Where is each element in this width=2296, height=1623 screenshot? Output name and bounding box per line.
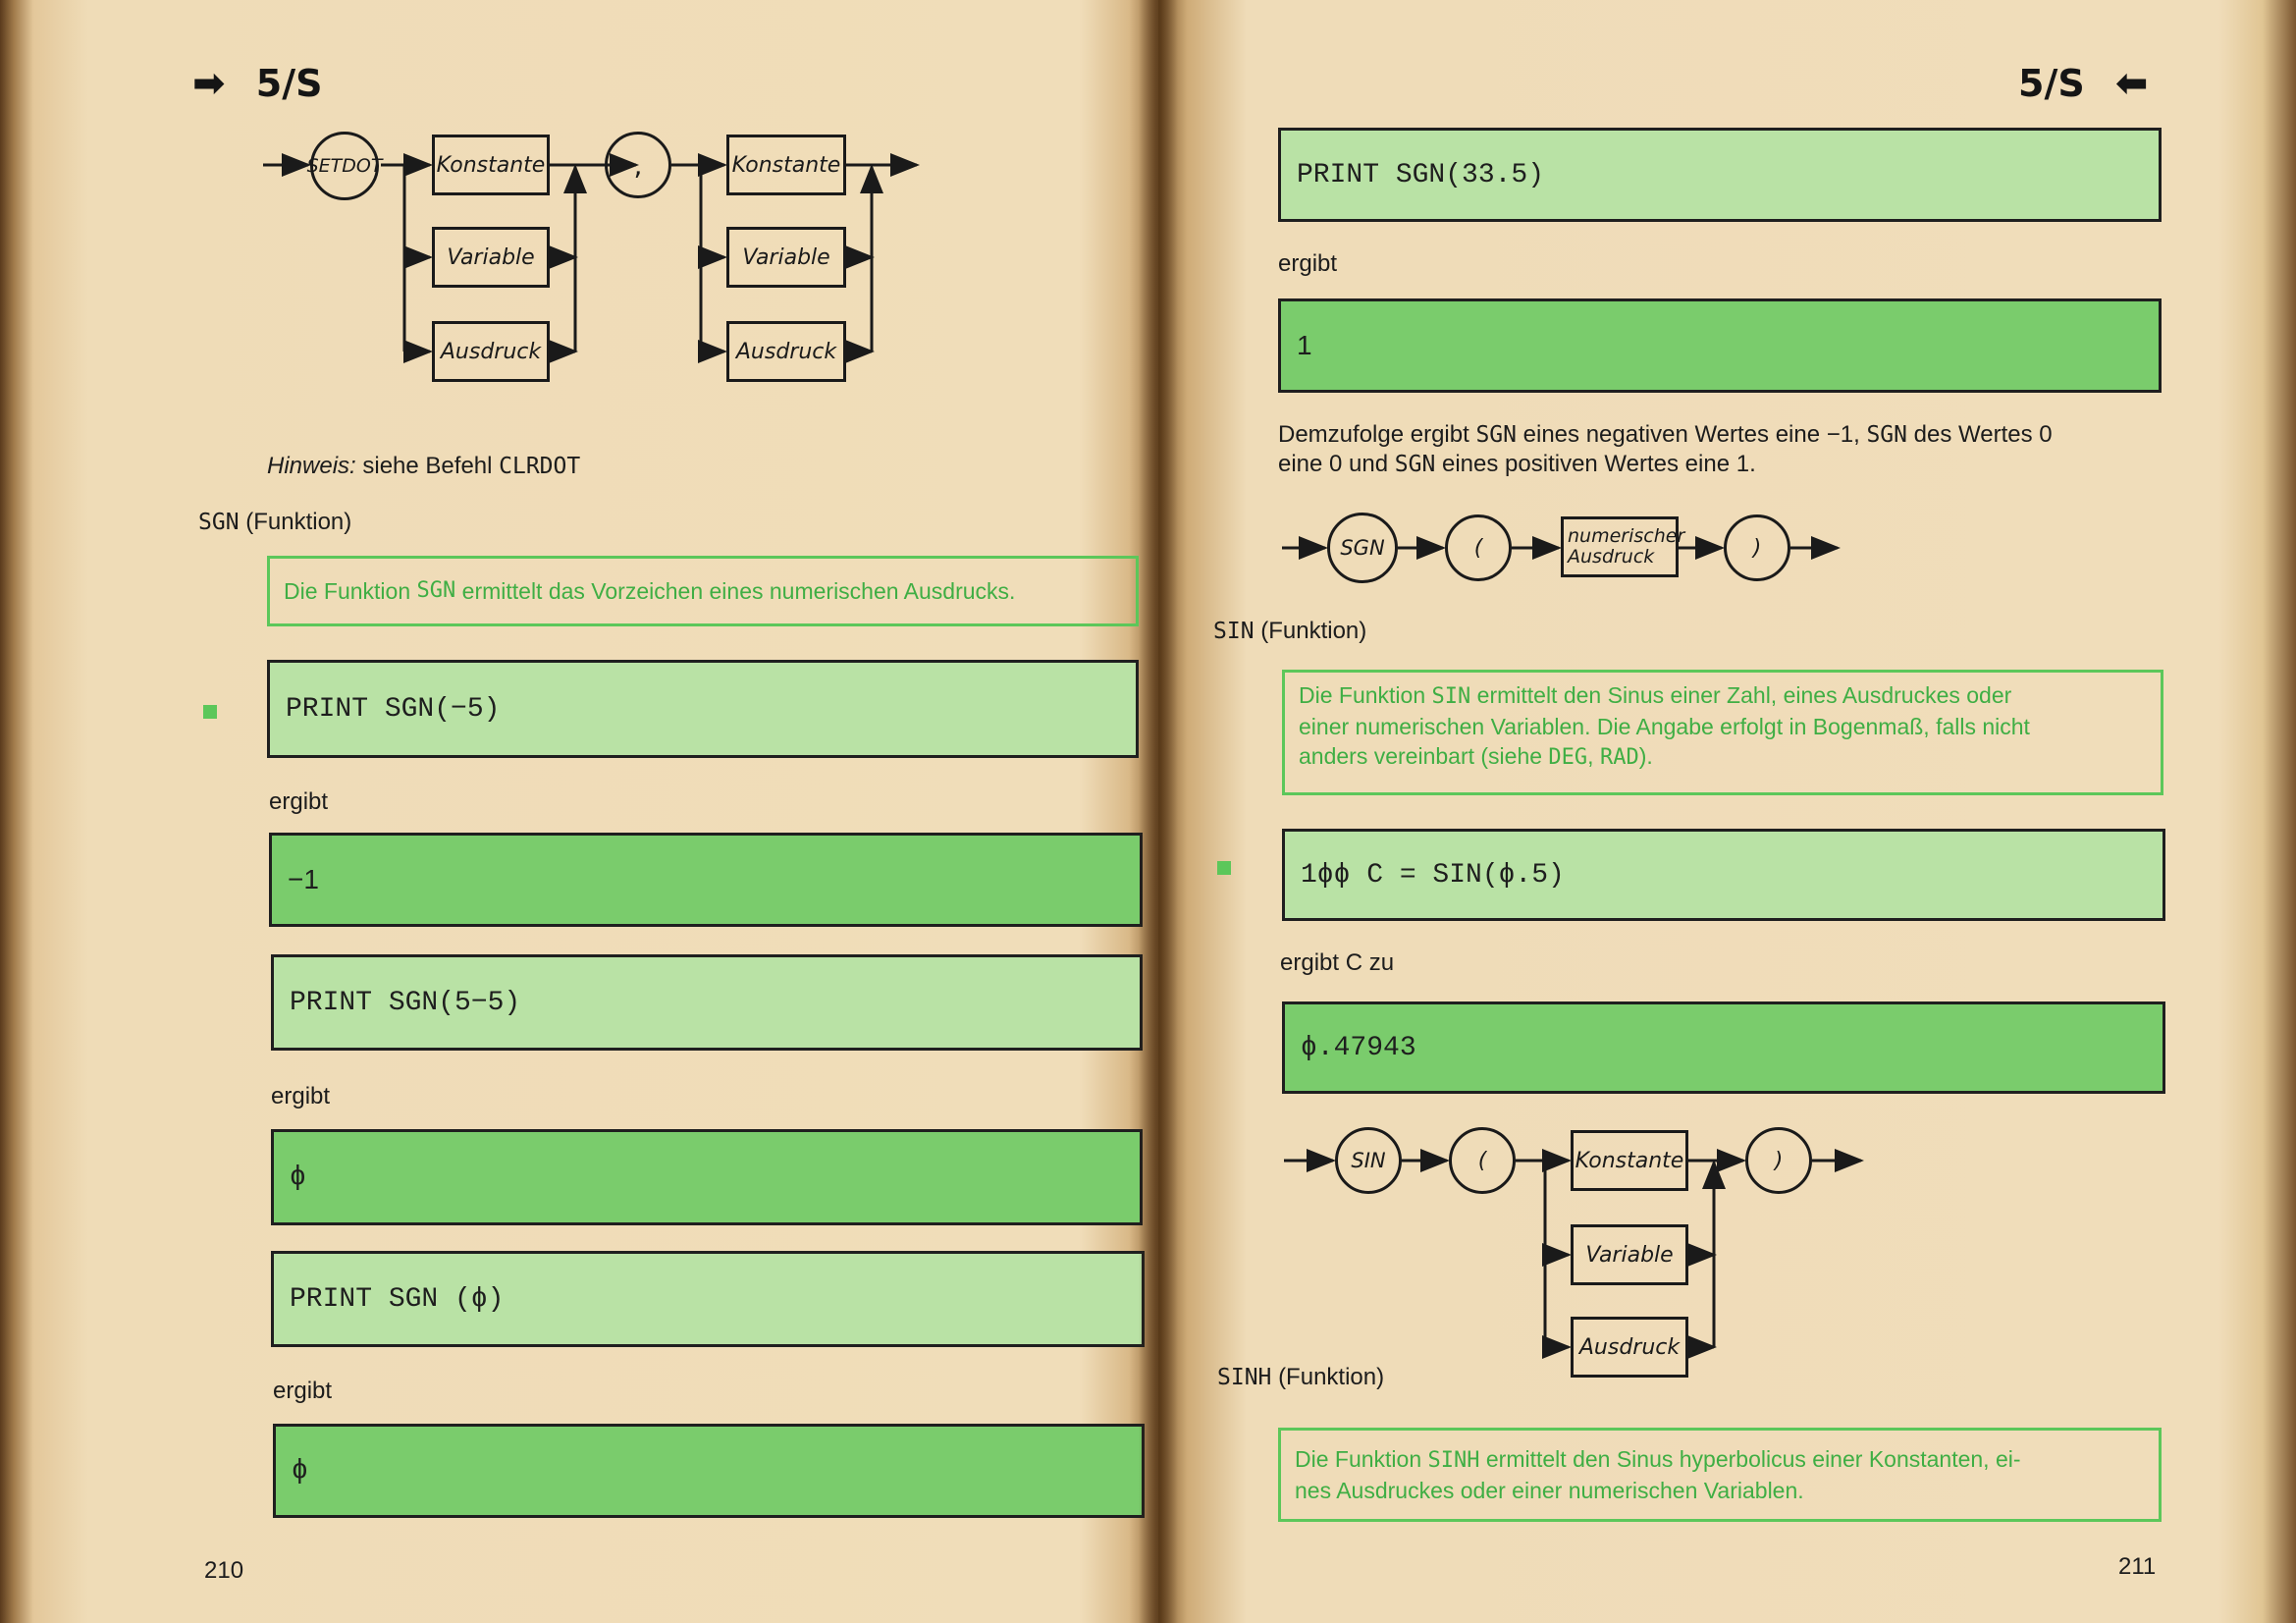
sin-close-paren-node: ) bbox=[1745, 1127, 1812, 1194]
sin-heading: SIN (Funktion) bbox=[1213, 618, 1367, 644]
example-3-code: PRINT SGN (ϕ) bbox=[271, 1251, 1145, 1347]
sinh-definition-box: Die Funktion SINH ermittelt den Sinus hyperbolicus einer Konstanten, ei- nes Ausdruckes oder einer numerischen Variablen. bbox=[1278, 1428, 2162, 1522]
hint-line: Hinweis: siehe Befehl CLRDOT bbox=[267, 453, 581, 479]
sgn-example-result: 1 bbox=[1278, 298, 2162, 393]
option-b-variable: Variable bbox=[726, 227, 846, 288]
example-marker bbox=[203, 705, 217, 719]
example-2-result: ϕ bbox=[271, 1129, 1143, 1225]
sin-result: ϕ.47943 bbox=[1282, 1001, 2165, 1094]
left-page-header: ➡ 5/S bbox=[192, 61, 323, 106]
sin-definition-box: Die Funktion SIN ermittelt den Sinus einer Zahl, eines Ausdruckes oder einer numerischen Variablen. Die Angabe erfolgt in Bogenmaß, falls nicht anders vereinbart (siehe DEG, RAD). bbox=[1282, 670, 2163, 795]
sgn-open-paren-node: ( bbox=[1445, 514, 1512, 581]
sin-open-paren-node: ( bbox=[1449, 1127, 1516, 1194]
page-number-left: 210 bbox=[204, 1557, 244, 1584]
example-2-result-label: ergibt bbox=[271, 1083, 331, 1109]
book-spine bbox=[1139, 0, 1178, 1623]
example-3-result: ϕ bbox=[273, 1424, 1145, 1518]
page-number-right: 211 bbox=[2118, 1553, 2157, 1580]
example-2-code: PRINT SGN(5−5) bbox=[271, 954, 1143, 1051]
right-page-header: 5/S ⬅ bbox=[2018, 61, 2149, 106]
sgn-argument-node: numerischer Ausdruck bbox=[1561, 516, 1679, 577]
example-1-result: −1 bbox=[269, 833, 1143, 927]
right-page bbox=[1158, 0, 2296, 1623]
option-a-ausdruck: Ausdruck bbox=[432, 321, 550, 382]
sgn-close-paren-node: ) bbox=[1724, 514, 1790, 581]
option-a-konstante: Konstante bbox=[432, 135, 550, 195]
sinh-heading: SINH (Funktion) bbox=[1217, 1364, 1385, 1390]
sin-example-code: 1ϕϕ C = SIN(ϕ.5) bbox=[1282, 829, 2165, 921]
setdot-syntax-diagram bbox=[0, 0, 982, 412]
comma-node: , bbox=[605, 132, 671, 198]
option-b-ausdruck: Ausdruck bbox=[726, 321, 846, 382]
sgn-summary: Demzufolge ergibt SGN eines negativen Wertes eine −1, SGN des Wertes 0 eine 0 und SGN eines positiven Wertes eine 1. bbox=[1278, 421, 2053, 477]
option-b-konstante: Konstante bbox=[726, 135, 846, 195]
arrow-left-icon: ⬅ bbox=[2114, 61, 2149, 106]
sin-result-label: ergibt C zu bbox=[1280, 949, 1395, 976]
sgn-definition-box: Die Funktion SGN ermittelt das Vorzeichen eines numerischen Ausdrucks. bbox=[267, 556, 1139, 626]
example-1-result-label: ergibt bbox=[269, 788, 329, 815]
sin-option-variable: Variable bbox=[1571, 1224, 1688, 1285]
sgn-heading: SGN (Funktion) bbox=[198, 509, 352, 535]
arrow-right-icon: ➡ bbox=[192, 61, 226, 106]
sgn-example-code: PRINT SGN(33.5) bbox=[1278, 128, 2162, 222]
sin-option-konstante: Konstante bbox=[1571, 1130, 1688, 1191]
setdot-node: SETDOT bbox=[310, 132, 379, 200]
sin-syntax-diagram bbox=[1158, 0, 2296, 1394]
example-1-code: PRINT SGN(−5) bbox=[267, 660, 1139, 758]
sgn-node: SGN bbox=[1327, 513, 1398, 583]
sin-diagram-lines bbox=[1158, 0, 2296, 1394]
sin-option-ausdruck: Ausdruck bbox=[1571, 1317, 1688, 1378]
sin-node: SIN bbox=[1335, 1127, 1402, 1194]
sgn-example-result-label: ergibt bbox=[1278, 250, 1338, 277]
example-3-result-label: ergibt bbox=[273, 1378, 333, 1404]
option-a-variable: Variable bbox=[432, 227, 550, 288]
